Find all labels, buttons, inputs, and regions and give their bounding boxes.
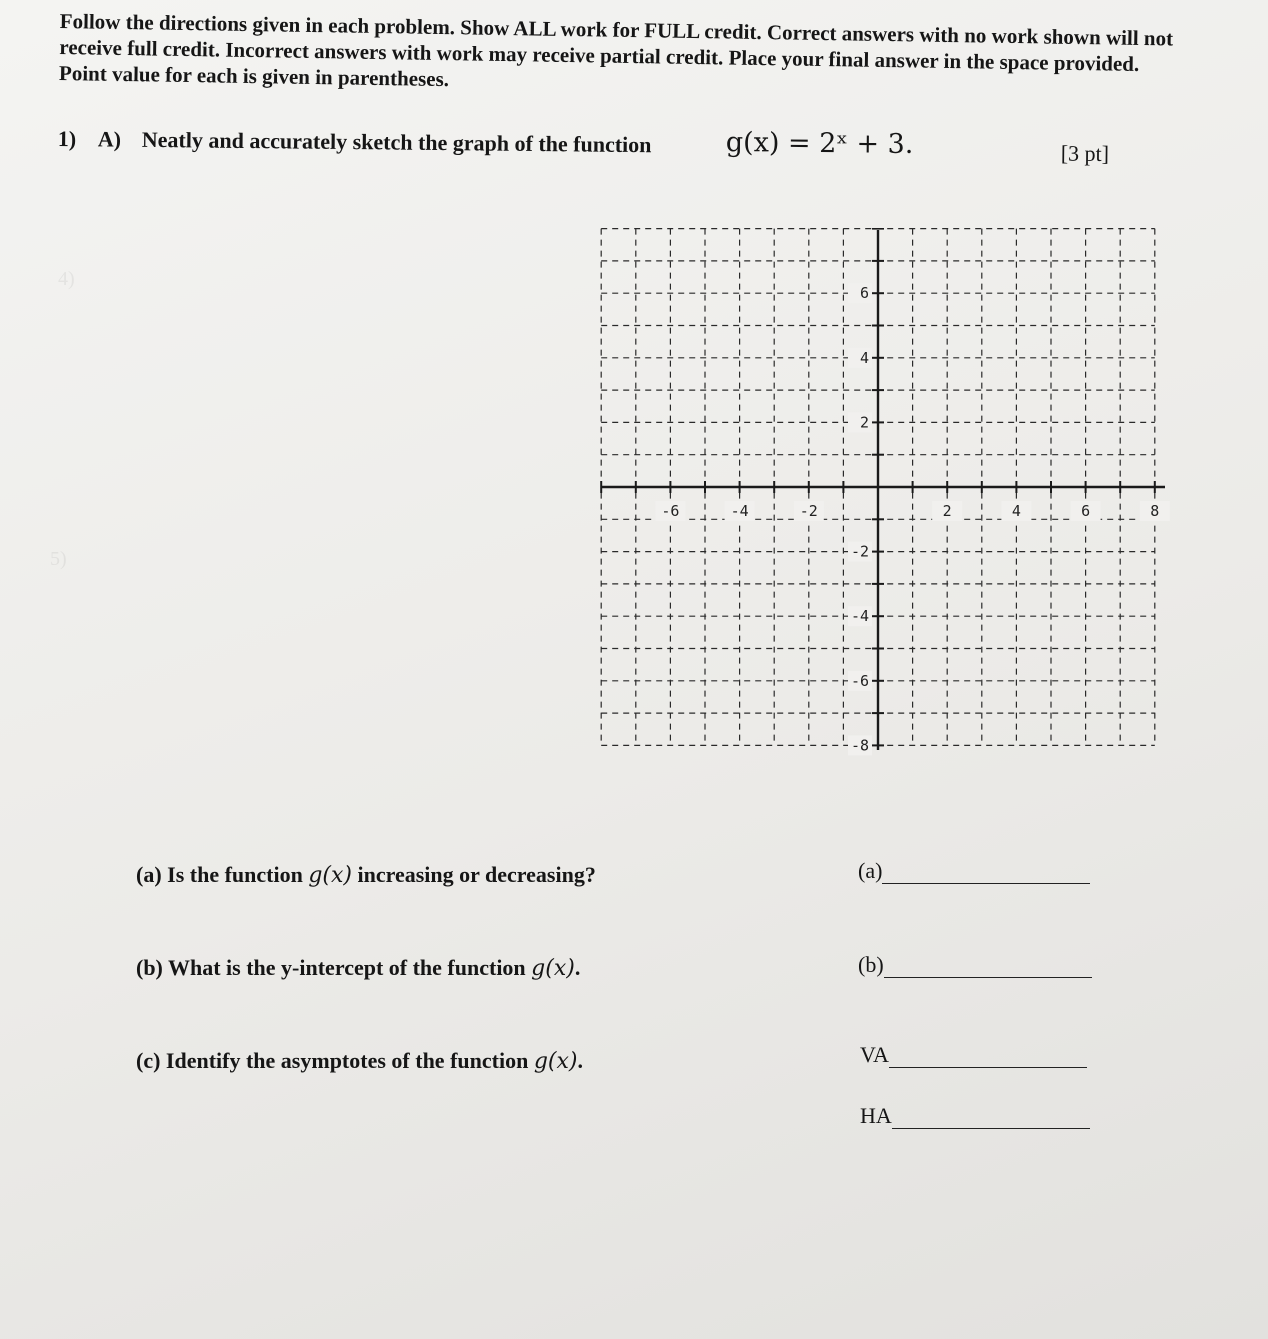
answer-va-label: VA [860, 1042, 889, 1067]
subquestion-b [136, 955, 580, 981]
y-tick-label: -6 [850, 671, 869, 690]
x-tick-label: 2 [942, 502, 952, 520]
subquestion-a-text: Is the function [167, 862, 303, 887]
subquestion-c-text: Identify the asymptotes of the function [165, 1048, 529, 1073]
subquestion-c-letter: (c) [136, 1048, 161, 1073]
subquestion-b-letter: (b) [136, 955, 163, 980]
answer-b [858, 952, 1092, 978]
answer-a-blank[interactable] [882, 861, 1090, 884]
y-tick-label: 2 [859, 413, 869, 432]
subquestion-b-text-after: . [574, 955, 581, 980]
subquestion-c-math: g(x) [533, 1049, 578, 1074]
x-tick-label: -2 [799, 502, 818, 520]
answer-a [858, 858, 1090, 884]
y-tick-label: -2 [850, 542, 869, 561]
bleed-through-2: 5) ⁢ ⁢ ⁢ [50, 548, 82, 570]
answer-b-blank[interactable] [884, 955, 1092, 978]
y-tick-label: -8 [850, 736, 869, 755]
point-value: [3 pt] [1060, 140, 1110, 167]
answer-ha-blank[interactable] [892, 1106, 1090, 1129]
y-tick-label: -4 [850, 607, 869, 626]
question-1-line [58, 126, 1128, 177]
subquestion-b-math: g(x) [531, 956, 575, 981]
instructions-paragraph: Follow the directions given in each problem. Show ALL work for FULL credit. Correct answers with no work shown will not receive full credit. Incorrect answers with work may receive partial credit. Place your final answer in the space provided. Point value for each is given in parentheses. [58, 8, 1174, 92]
answer-ha [860, 1103, 1090, 1129]
subquestion-b-text: What is the y-intercept of the function [168, 955, 526, 980]
y-tick-label: 6 [859, 284, 869, 303]
x-tick-label: 4 [1011, 502, 1021, 520]
question-part: A) [97, 126, 122, 152]
answer-b-label: (b) [858, 952, 884, 977]
axes [602, 230, 1165, 750]
x-tick-label: 8 [1150, 502, 1160, 520]
x-tick-label: -4 [730, 502, 749, 520]
answer-va [860, 1042, 1087, 1068]
coordinate-grid[interactable] [600, 228, 1175, 758]
subquestion-a [136, 862, 596, 888]
question-prompt: Neatly and accurately sketch the graph of the function [141, 126, 652, 158]
answer-ha-label: HA [860, 1103, 892, 1128]
bleed-through-1: 4) ⁢ ⁢ ⁢ ⁢ [58, 268, 95, 290]
answer-a-label: (a) [858, 858, 883, 883]
question-number: 1) [57, 126, 77, 152]
subquestion-c-text-after: . [577, 1048, 583, 1073]
x-tick-label: 6 [1081, 502, 1091, 520]
subquestion-c [136, 1048, 583, 1074]
subquestion-a-text-after: increasing or decreasing? [357, 862, 596, 887]
y-tick-label: 4 [859, 348, 869, 367]
subquestion-a-letter: (a) [136, 862, 162, 887]
function-formula: g(x) = 2ˣ + 3. [725, 126, 914, 160]
subquestion-a-math: g(x) [308, 863, 352, 888]
x-tick-label: -6 [661, 502, 680, 520]
answer-va-blank[interactable] [889, 1045, 1087, 1068]
